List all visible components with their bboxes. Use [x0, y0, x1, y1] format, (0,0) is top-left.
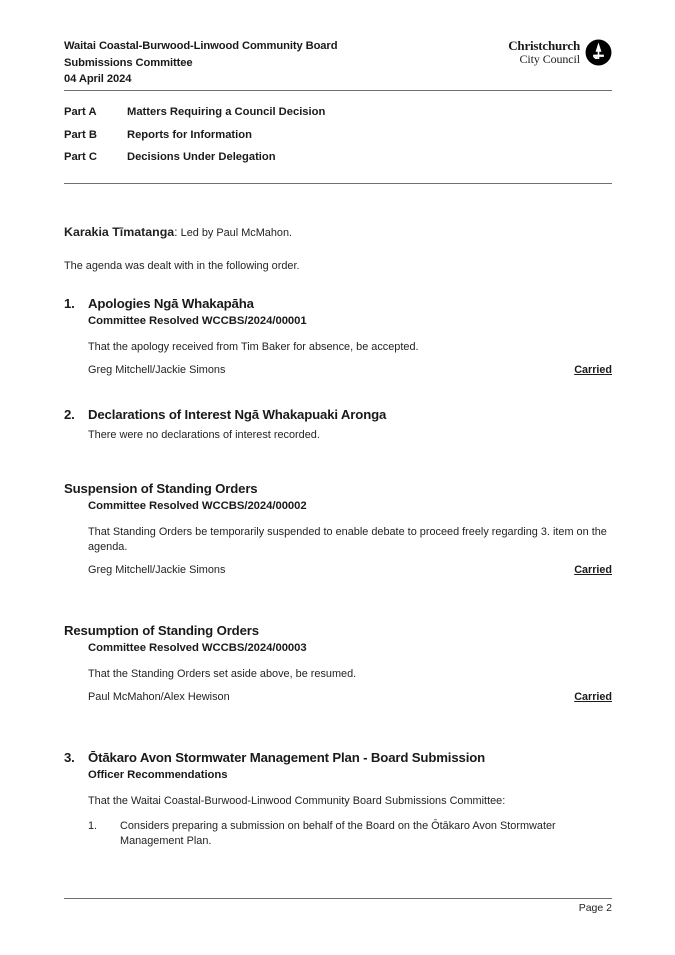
- part-b-value: Reports for Information: [127, 128, 252, 141]
- footer-divider: [64, 898, 612, 899]
- page-number: Page 2: [578, 902, 612, 914]
- committee-name: Submissions Committee: [64, 56, 193, 69]
- karakia-label: Karakia Tīmatanga: [64, 225, 175, 239]
- meeting-date: 04 April 2024: [64, 73, 132, 85]
- suspension-movers-row: [88, 563, 612, 579]
- item-3-title: Ōtākaro Avon Stormwater Management Plan - Board Submission: [88, 750, 486, 765]
- item-3-body: That the Waitai Coastal-Burwood-Linwood Community Board Submissions Committee:: [88, 795, 506, 807]
- council-emblem-icon: [585, 39, 612, 66]
- part-b-key: Part B: [64, 128, 97, 141]
- karakia-line: [64, 224, 612, 241]
- logo-line-city-council: City Council: [519, 51, 580, 66]
- item-1-title: Apologies Ngā Whakapāha: [88, 296, 254, 311]
- item-1-movers: Greg Mitchell/Jackie Simons: [88, 363, 226, 376]
- item-1-movers-row: [88, 363, 612, 379]
- item-3-recommendations: [88, 819, 612, 850]
- header-divider: [64, 90, 612, 91]
- item-3-subheading: Officer Recommendations: [88, 769, 228, 781]
- document-header: [64, 38, 612, 88]
- document-body: [64, 224, 612, 850]
- part-row-c: [64, 151, 612, 174]
- item-2-body: There were no declarations of interest recorded.: [88, 429, 320, 441]
- recommendation-number: 1.: [88, 819, 98, 832]
- suspension-section: [64, 480, 612, 579]
- part-row-b: [64, 129, 612, 152]
- item-2-title: Declarations of Interest Ngā Whakapuaki Aronga: [88, 407, 387, 422]
- suspension-heading: Suspension of Standing Orders: [64, 480, 258, 496]
- part-a-value: Matters Requiring a Council Decision: [127, 106, 326, 118]
- item-2-heading: [64, 406, 612, 424]
- agenda-item-2: [64, 406, 612, 444]
- suspension-resolution-text: That Standing Orders be temporarily suspended to enable debate to proceed freely regarding 3. item on the agenda.: [88, 525, 607, 553]
- header-title-block: [64, 38, 337, 88]
- parts-divider: [64, 183, 612, 184]
- item-1-number: 1.: [64, 296, 75, 311]
- item-2-number: 2.: [64, 407, 75, 422]
- item-1-resolution-id: Committee Resolved WCCBS/2024/00001: [88, 315, 307, 327]
- item-1-heading: [64, 295, 612, 313]
- resumption-resolution-text: That the Standing Orders set aside above, be resumed.: [88, 668, 357, 680]
- agenda-order-note: The agenda was dealt with in the following order.: [64, 260, 300, 272]
- karakia-separator: :: [174, 226, 181, 239]
- karakia-lead: Led by Paul McMahon.: [180, 227, 293, 239]
- item-3-number: 3.: [64, 750, 75, 765]
- part-c-value: Decisions Under Delegation: [127, 151, 276, 163]
- resumption-resolution-id: Committee Resolved WCCBS/2024/00003: [88, 642, 307, 654]
- christchurch-city-council-logo: [508, 39, 612, 66]
- resumption-section: [64, 622, 612, 705]
- resumption-outcome: Carried: [574, 690, 612, 703]
- suspension-resolution-id: Committee Resolved WCCBS/2024/00002: [88, 499, 307, 512]
- agenda-item-3: [64, 749, 612, 850]
- resumption-movers: Paul McMahon/Alex Hewison: [88, 690, 230, 703]
- suspension-outcome: Carried: [574, 563, 612, 576]
- resumption-heading: Resumption of Standing Orders: [64, 623, 259, 638]
- board-name: Waitai Coastal-Burwood-Linwood Community Board: [64, 40, 338, 52]
- parts-list: [64, 106, 612, 174]
- item-1-outcome: Carried: [574, 363, 612, 376]
- logo-line-christchurch: Christchurch: [508, 38, 580, 53]
- agenda-item-1: [64, 295, 612, 378]
- part-a-key: Part A: [64, 106, 97, 118]
- recommendation-text: Considers preparing a submission on behalf of the Board on the Ōtākaro Avon Stormwater Management Plan.: [120, 819, 556, 847]
- recommendation-item: [88, 819, 612, 850]
- resumption-movers-row: [88, 690, 612, 706]
- suspension-movers: Greg Mitchell/Jackie Simons: [88, 563, 226, 576]
- logo-wordmark: [508, 40, 580, 65]
- part-c-key: Part C: [64, 151, 97, 163]
- item-1-resolution-text: That the apology received from Tim Baker for absence, be accepted.: [88, 341, 419, 353]
- item-3-heading: [64, 749, 612, 767]
- part-row-a: [64, 106, 612, 129]
